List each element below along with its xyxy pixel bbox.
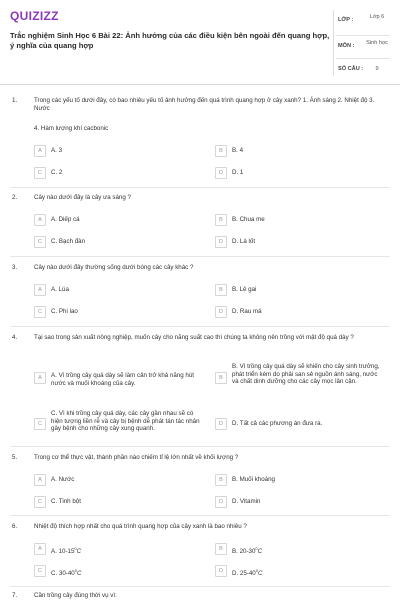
question-divider (10, 586, 390, 587)
question-text-cont: 4. Hàm lượng khí cacbonic (34, 125, 109, 132)
option-letter-box: D (215, 167, 227, 179)
option-letter-box: A (34, 284, 46, 296)
question-number: 3. (12, 264, 18, 271)
option-text: C. Tinh bột (51, 498, 81, 505)
option-text: D. Lá lốt (232, 238, 256, 245)
option-text: D. 1 (232, 169, 244, 176)
option-text: A. Diếp cá (51, 216, 80, 223)
option-letter-box: B (215, 543, 227, 555)
option-text: A. 3 (51, 147, 63, 154)
option-text: D. Vitamin (232, 498, 261, 505)
option-letter-box: C (34, 496, 46, 508)
option-text: A. Lúa (51, 286, 69, 293)
question-text: Cây nào dưới đây là cây ưa sáng ? (34, 194, 131, 201)
option-text: A. $10-15^0C$ (51, 546, 82, 556)
page-title: Trắc nghiệm Sinh Học 6 Bài 22: Ảnh hưởng của các điều kiện bên ngoài đến quang hợp, ý nghĩa của quang hợp (10, 31, 330, 50)
question-divider (10, 515, 390, 516)
option-text: B. Muối khoáng (232, 476, 275, 483)
question-number: 6. (12, 523, 18, 530)
question-number: 2. (12, 194, 18, 201)
worksheet-header (0, 0, 400, 85)
question-divider (10, 326, 390, 327)
option-letter-box: D (215, 565, 227, 577)
option-letter-box: C (34, 565, 46, 577)
mon-label: MÔN : (338, 43, 355, 49)
option-letter-box: D (215, 236, 227, 248)
lop-value: Lớp 6 (369, 14, 385, 20)
option-text: D. Tất cả các phương án đưa ra. (232, 420, 323, 427)
mon-value: Sinh học (366, 40, 388, 46)
question-text: Cây nào dưới đây thường sống dưới bóng các cây khác ? (34, 264, 194, 271)
header-divider (333, 10, 334, 76)
option-text: C. Vì khi trồng cây quá dày, các cây gần nhau sẽ có hiện tượng liền rễ và cây bị bệnh dễ phát tán tác nhân gây bệnh cho những cây xung quanh. (51, 410, 200, 432)
option-text: C. Phi lao (51, 308, 78, 315)
question-divider (10, 187, 390, 188)
option-letter-box: C (34, 167, 46, 179)
question-text: Trong các yếu tố dưới đây, có bao nhiêu yếu tố ảnh hưởng đến quá trình quang hợp ở cây xanh? 1. Ánh sáng 2. Nhiệt độ 3. Nước (34, 97, 375, 112)
option-text: A. Nước (51, 476, 75, 483)
option-letter-box: D (215, 306, 227, 318)
option-text: D. Rau má (232, 308, 262, 315)
option-letter-box: B (215, 474, 227, 486)
question-text: Trong cơ thể thực vật, thành phần nào chiếm tỉ lệ lớn nhất về khối lượng ? (34, 454, 239, 461)
quizizz-logo: QUIZIZZ (10, 9, 59, 23)
option-letter-box: A (34, 145, 46, 157)
question-text: Nhiệt độ thích hợp nhất cho quá trình quang hợp của cây xanh là bao nhiêu ? (34, 523, 247, 530)
option-text: A. Vì trồng cây quá dày sẽ làm cản trở khả năng hút nước và muối khoáng của cây. (51, 372, 195, 387)
question-number: 1. (12, 97, 18, 104)
question-text: Cần trồng cây đúng thời vụ vì: (34, 592, 117, 599)
question-number: 4. (12, 334, 18, 341)
option-letter-box: C (34, 236, 46, 248)
option-letter-box: A (34, 543, 46, 555)
option-letter-box: D (215, 418, 227, 430)
option-text: C. Bạch đàn (51, 238, 86, 245)
option-text: B. $20-30^0C$ (232, 546, 263, 556)
option-text: B. Lê gai (232, 286, 257, 293)
meta-divider (336, 58, 390, 59)
option-text: B. 4 (232, 147, 244, 154)
option-letter-box: D (215, 496, 227, 508)
option-letter-box: A (34, 372, 46, 384)
meta-divider (336, 35, 390, 36)
question-divider (10, 446, 390, 447)
option-letter-box: A (34, 214, 46, 226)
question-divider (10, 256, 390, 257)
option-letter-box: C (34, 306, 46, 318)
question-number: 7. (12, 592, 18, 599)
option-text: C. $30-40^0C$ (51, 568, 82, 578)
socau-value: 9 (375, 66, 379, 72)
question-text: Tại sao trong sản xuất nông nghiệp, muốn cây cho năng suất cao thì chúng ta không nên trồng với mật độ quá dày ? (34, 334, 354, 341)
option-letter-box: B (215, 145, 227, 157)
option-letter-box: B (215, 372, 227, 384)
option-text: B. Vì trồng cây quá dày sẽ khiến cho cây sinh trưởng, phát triển kém do phải san sẻ nguồn ánh sáng, nước và chất dinh dưỡng cho các cây mọc lân cận. (232, 363, 380, 385)
option-text: C. 2 (51, 169, 63, 176)
option-letter-box: C (34, 418, 46, 430)
lop-label: LỚP : (338, 17, 354, 23)
option-letter-box: B (215, 214, 227, 226)
option-letter-box: B (215, 284, 227, 296)
option-text: B. Chua me (232, 216, 265, 223)
option-letter-box: A (34, 474, 46, 486)
question-number: 5. (12, 454, 18, 461)
option-text: D. $25-40^0C$ (232, 568, 263, 578)
socau-label: SỐ CÂU : (338, 66, 364, 72)
